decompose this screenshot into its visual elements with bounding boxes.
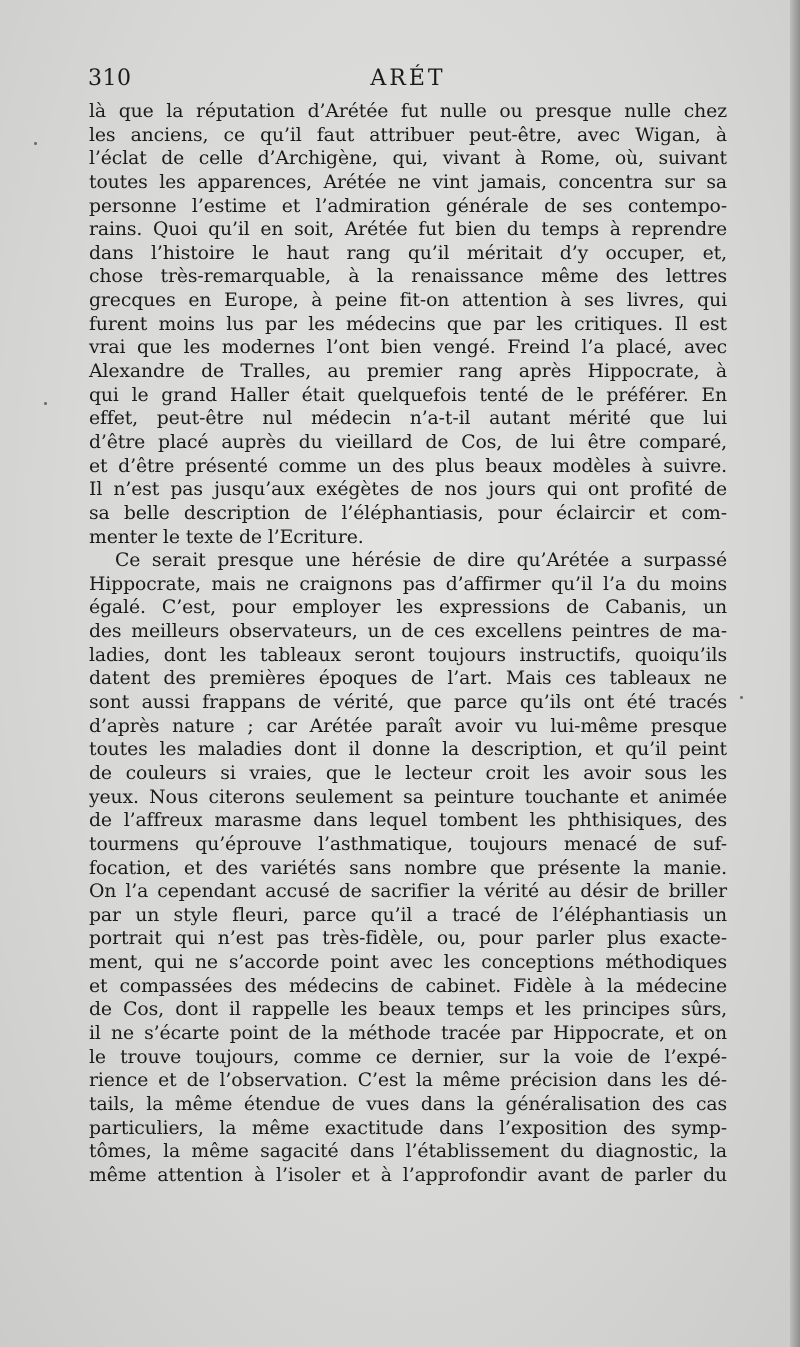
text-line: qui le grand Haller était quelquefois tenté de le préférer. En [89,384,727,406]
text-line: le trouve toujours, comme ce dernier, sur la voie de l’expé- [89,1046,727,1068]
page-edge-shadow [790,0,800,1347]
text-line: tails, la même étendue de vues dans la généralisation des cas [89,1093,727,1115]
text-line: particuliers, la même exactitude dans l’exposition des symp- [89,1117,727,1139]
text-line: de Cos, dont il rappelle les beaux temps et les principes sûrs, [89,999,727,1021]
text-line: par un style fleuri, parce qu’il a tracé de l’éléphantiasis un [89,904,727,926]
page-header [88,66,728,98]
text-line: ment, qui ne s’accorde point avec les conceptions méthodiques [89,952,727,974]
text-line: furent moins lus par les médecins que par les critiques. Il est [89,313,727,335]
text-line: Hippocrate, mais ne craignons pas d’affirmer qu’il l’a du moins [89,573,727,595]
text-line: datent des premières époques de l’art. Mais ces tableaux ne [89,668,727,690]
text-line: focation, et des variétés sans nombre que présente la manie. [89,857,727,879]
margin-speck [740,696,743,699]
text-line: grecques en Europe, à peine fit-on attention à ses livres, qui [89,290,727,312]
text-line: rience et de l’observation. C’est la même précision dans les dé- [89,1070,727,1092]
paragraph-end-line: menter le texte de l’Ecriture. [89,526,364,548]
text-line: tômes, la même sagacité dans l’établissement du diagnostic, la [89,1141,727,1163]
body-text [89,100,727,1187]
margin-speck [34,142,37,145]
text-line: ladies, dont les tableaux seront toujours instructifs, quoiqu’ils [89,644,727,666]
paragraph-start-line: Ce serait presque une hérésie de dire qu’Arétée a surpassé [115,550,727,572]
text-line: de couleurs si vraies, que le lecteur croit les avoir sous les [89,762,727,784]
text-line: Il n’est pas jusqu’aux exégètes de nos jours qui ont profité de [89,479,727,501]
text-line: sa belle description de l’éléphantiasis, pour éclaircir et com- [89,502,727,524]
text-line: On l’a cependant accusé de sacrifier la vérité au désir de briller [89,881,727,903]
text-line: et d’être présenté comme un des plus beaux modèles à suivre. [89,455,727,477]
text-line: même attention à l’isoler et à l’approfondir avant de parler du [89,1164,727,1186]
text-line: les anciens, ce qu’il faut attribuer peut-être, avec Wigan, à [89,124,727,146]
text-line: égalé. C’est, pour employer les expressions de Cabanis, un [89,597,727,619]
text-line: rains. Quoi qu’il en soit, Arétée fut bien du temps à reprendre [89,219,727,241]
text-line: de l’affreux marasme dans lequel tombent les phthisiques, des [89,810,727,832]
text-line: d’être placé auprès du vieillard de Cos, de lui être comparé, [89,431,727,453]
text-line: yeux. Nous citerons seulement sa peinture touchante et animée [89,786,727,808]
text-line: toutes les maladies dont il donne la description, et qu’il peint [89,739,727,761]
text-line: sont aussi frappans de vérité, que parce qu’ils ont été tracés [89,692,727,714]
running-title: ARÉT [370,66,446,91]
text-line: et compassées des médecins de cabinet. Fidèle à la médecine [89,975,727,997]
text-line: toutes les apparences, Arétée ne vint jamais, concentra sur sa [89,171,727,193]
text-line: des meilleurs observateurs, un de ces excellens peintres de ma- [89,621,727,643]
text-line: effet, peut-être nul médecin n’a-t-il autant mérité que lui [89,408,727,430]
text-line: vrai que les modernes l’ont bien vengé. Freind l’a placé, avec [89,337,727,359]
text-line: portrait qui n’est pas très-fidèle, ou, pour parler plus exacte- [89,928,727,950]
page-number: 310 [88,66,132,91]
text-line: là que la réputation d’Arétée fut nulle ou presque nulle chez [89,101,727,122]
text-line: personne l’estime et l’admiration générale de ses contempo- [89,195,727,217]
text-line: tourmens qu’éprouve l’asthmatique, toujours menacé de suf- [89,833,727,855]
margin-speck [44,402,47,405]
text-line: d’après nature ; car Arétée paraît avoir vu lui-même presque [89,715,727,737]
text-line: Alexandre de Tralles, au premier rang après Hippocrate, à [89,361,727,383]
text-line: l’éclat de celle d’Archigène, qui, vivant à Rome, où, suivant [89,148,727,170]
text-line: il ne s’écarte point de la méthode tracée par Hippocrate, et on [89,1022,727,1044]
text-line: dans l’histoire le haut rang qu’il méritait d’y occuper, et, [89,242,727,264]
text-line: chose très-remarquable, à la renaissance même des lettres [89,266,727,288]
